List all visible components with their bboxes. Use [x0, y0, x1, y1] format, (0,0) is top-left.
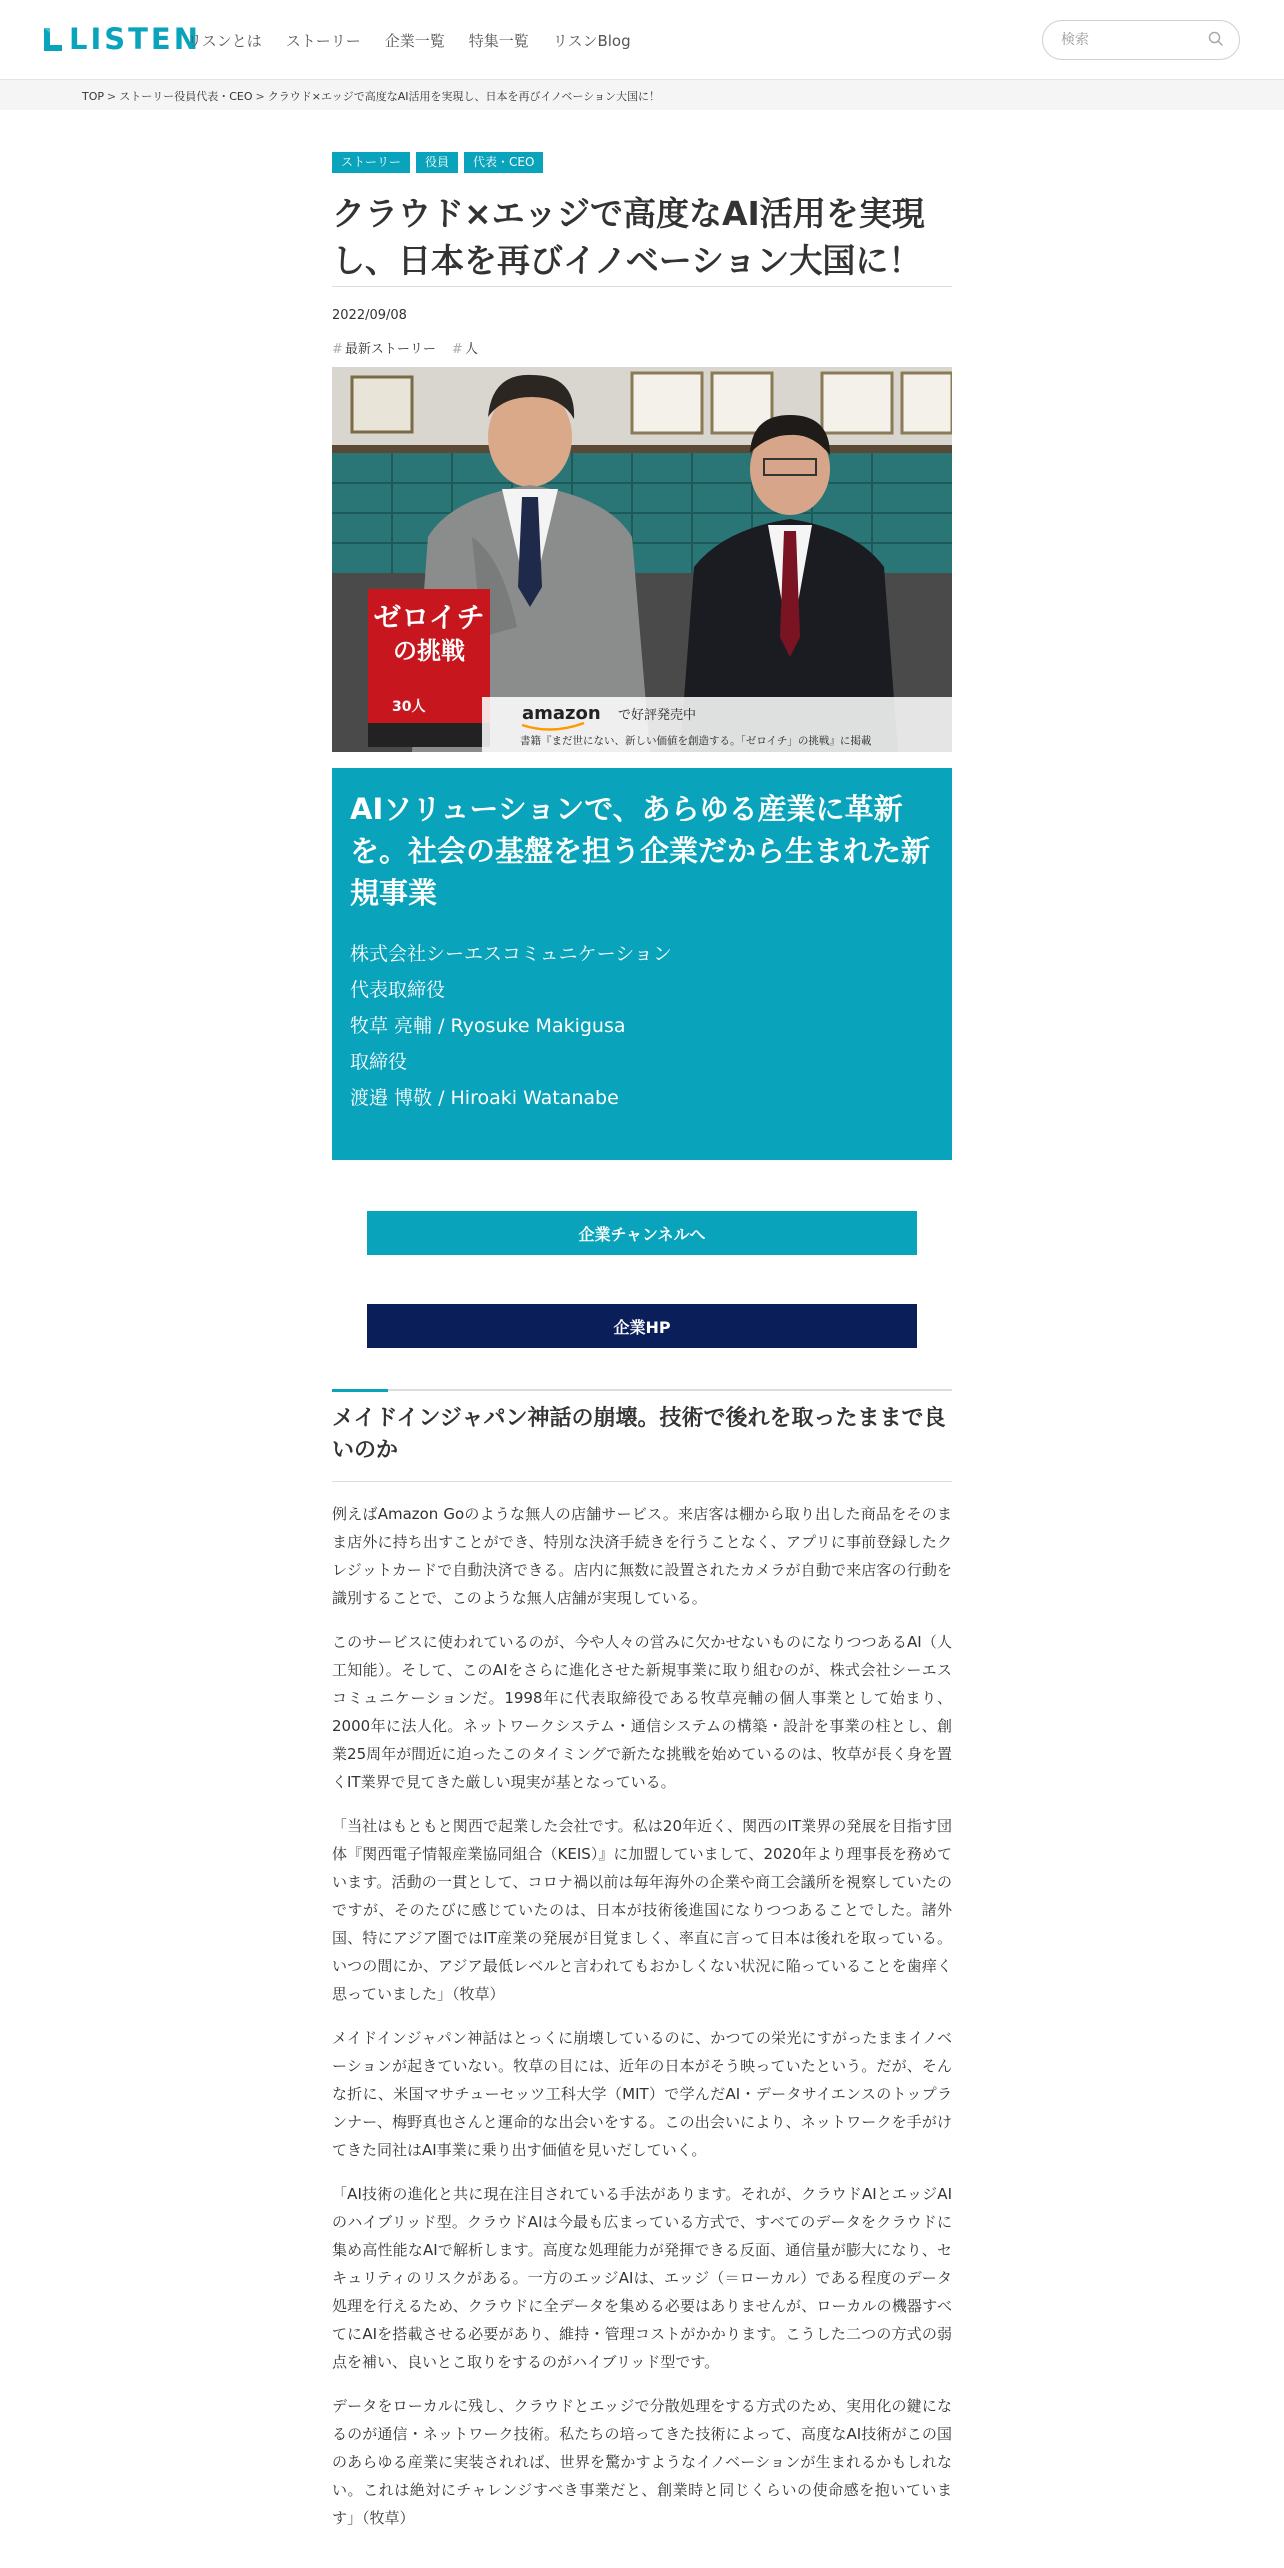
- nav-item-features[interactable]: 特集一覧: [468, 32, 529, 50]
- breadcrumb-current: クラウド×エッジで高度なAI活用を実現し、日本を再びイノベーション大国に！: [267, 90, 660, 103]
- person-1-role: 代表取締役: [350, 979, 446, 1001]
- tag-story[interactable]: ストーリー: [332, 152, 410, 173]
- keyword-label: 最新ストーリー: [344, 342, 436, 357]
- logo-mark-icon: [40, 25, 66, 53]
- paragraph: メイドインジャパン神話はとっくに崩壊しているのに、かつての栄光にすがったままイノベーションが起きていない。牧草の目には、近年の日本がそう映っていたという。だが、そんな折に、米国マサチューセッツ工科大学（MIT）で学んだAI・データサイエンスのトップランナー、梅野真也さんと運命的な出会いをする。この出会いにより、ネットワークを手がけてきた同社はAI事業に乗り出す価値を見いだしていく。: [332, 2029, 952, 2159]
- article-body: [332, 1500, 952, 2548]
- keyword-label: 人: [464, 342, 478, 357]
- hero-image: [332, 367, 952, 752]
- company-hp-button[interactable]: 企業HP: [367, 1304, 917, 1348]
- hero-photo: [332, 367, 952, 752]
- nav-item-story[interactable]: ストーリー: [285, 32, 361, 50]
- logo-text: LISTEN: [69, 22, 202, 56]
- paragraph: 例えばAmazon Goのような無人の店舗サービス。来店客は棚から取り出した商品をそのまま店外に持ち出すことができ、特別な決済手続きを行うことなく、アプリに事前登録したクレジットカードで自動決済できる。店内に無数に設置されたカメラが自動で来店客の行動を識別することで、このような無人店舗が実現している。: [332, 1505, 952, 1607]
- person-2-name: 渡邉 博敬 / Hiroaki Watanabe: [350, 1087, 619, 1109]
- tag-executive[interactable]: 役員: [416, 152, 458, 173]
- person-1-name: 牧草 亮輔 / Ryosuke Makigusa: [350, 1015, 626, 1037]
- keyword-latest-story[interactable]: [332, 338, 436, 357]
- paragraph: データをローカルに残し、クラウドとエッジで分散処理をする方式のため、実用化の鍵になるのが通信・ネットワーク技術。私たちの培ってきた技術によって、高度なAI技術がこの国のあらゆる産業に実装されれば、世界を驚かすようなイノベーションが生まれるかもしれない。これは絶対にチャレンジすべき事業だと、創業時と同じくらいの使命感を抱いています」（牧草）: [332, 2397, 952, 2527]
- book-title-2: の挑戦: [393, 637, 465, 665]
- breadcrumb: TOP > ストーリー役員代表・CEO > クラウド×エッジで高度なAI活用を実現し、日本を再びイノベーション大国に！: [0, 80, 1284, 110]
- nav-item-blog[interactable]: リスンBlog: [552, 32, 631, 50]
- lead-title: AIソリューションで、あらゆる産業に革新を。社会の基盤を担う企業だから生まれた新規事業: [350, 792, 931, 910]
- breadcrumb-top[interactable]: TOP: [82, 90, 105, 103]
- hash-icon: #: [451, 342, 463, 357]
- section-heading: [332, 1389, 952, 1482]
- book-title-1: ゼロイチ: [373, 601, 485, 634]
- search-icon[interactable]: [1207, 30, 1225, 48]
- company-name: 株式会社シーエスコミュニケーション: [350, 943, 672, 965]
- tag-ceo[interactable]: 代表・CEO: [464, 152, 543, 173]
- paragraph: 「当社はもともと関西で起業した会社です。私は20年近く、関西のIT業界の発展を目指す団体『関西電子情報産業協同組合（KEIS）』に加盟していまして、2020年より理事長を務めています。活動の一貫として、コロナ禍以前は毎年海外の企業や商工会議所を視察していたのですが、そのたびに感じていたのは、日本が技術後進国になりつつあることでした。諸外国、特にアジア圏ではIT産業の発展が目覚ましく、率直に言って日本は後れを取っている。いつの間にか、アジア最低レベルと言われてもおかしくない状況に陥っていることを歯痒く思っていました」（牧草）: [332, 1817, 952, 2003]
- paragraph: このサービスに使われているのが、今や人々の営みに欠かせないものになりつつあるAI（人工知能）。そして、このAIをさらに進化させた新規事業に取り組むのが、株式会社シーエスコミュニケーションだ。1998年に代表取締役である牧草亮輔の個人事業として始まり、2000年に法人化。ネットワークシステム・通信システムの構築・設計を事業の柱とし、創業25周年が間近に迫ったこのタイミングで新たな挑戦を始めているのは、牧草が長く身を置くIT業界で見てきた厳しい現実が基となっている。: [332, 1633, 952, 1791]
- lead-people: [350, 936, 934, 1116]
- hash-icon: #: [332, 342, 343, 357]
- amazon-text: で好評発売中: [618, 708, 697, 723]
- search-input[interactable]: [1061, 30, 1201, 50]
- publish-date: 2022/09/08: [332, 308, 407, 323]
- title-divider: [332, 286, 952, 287]
- breadcrumb-ceo[interactable]: 代表・CEO: [196, 90, 253, 103]
- breadcrumb-story[interactable]: ストーリー: [119, 90, 175, 103]
- keyword-tags: [332, 338, 478, 357]
- lead-box: [332, 768, 952, 1160]
- breadcrumb-executive[interactable]: 役員: [174, 90, 197, 103]
- amazon-label: amazon: [522, 703, 601, 724]
- book-caption: 書籍『まだ世にない、新しい価値を創造する。「ゼロイチ」の挑戦』に掲載: [520, 735, 872, 747]
- section-title: メイドインジャパン神話の崩壊。技術で後れを取ったままで良いのか: [332, 1406, 946, 1463]
- nav-item-about[interactable]: リスンとは: [187, 32, 262, 50]
- search-box: [1042, 20, 1240, 60]
- book-sub: 30人: [392, 699, 426, 715]
- keyword-people[interactable]: [452, 338, 478, 357]
- category-tags: [332, 152, 543, 173]
- site-header: [0, 0, 1284, 80]
- company-channel-button[interactable]: 企業チャンネルへ: [367, 1211, 917, 1255]
- person-2-role: 取締役: [350, 1051, 408, 1073]
- paragraph: 「AI技術の進化と共に現在注目されている手法があります。それが、クラウドAIとエッジAIのハイブリッド型。クラウドAIは今最も広まっている方式で、すべてのデータをクラウドに集め高性能なAIで解析します。高度な処理能力が発揮できる反面、通信量が膨大になり、セキュリティのリスクがある。一方のエッジAIは、エッジ（＝ローカル）である程度のデータ処理を行えるため、クラウドに全データを集める必要はありませんが、ローカルの機器すべてにAIを搭載させる必要があり、維持・管理コストがかかります。こうした二つの方式の弱点を補い、良いとこ取りをするのがハイブリッド型です。: [332, 2185, 952, 2371]
- nav-item-companies[interactable]: 企業一覧: [384, 32, 445, 50]
- site-logo[interactable]: [40, 24, 201, 54]
- article-title: クラウド×エッジで高度なAI活用を実現し、日本を再びイノベーション大国に！: [332, 194, 925, 280]
- main-nav: [187, 30, 631, 51]
